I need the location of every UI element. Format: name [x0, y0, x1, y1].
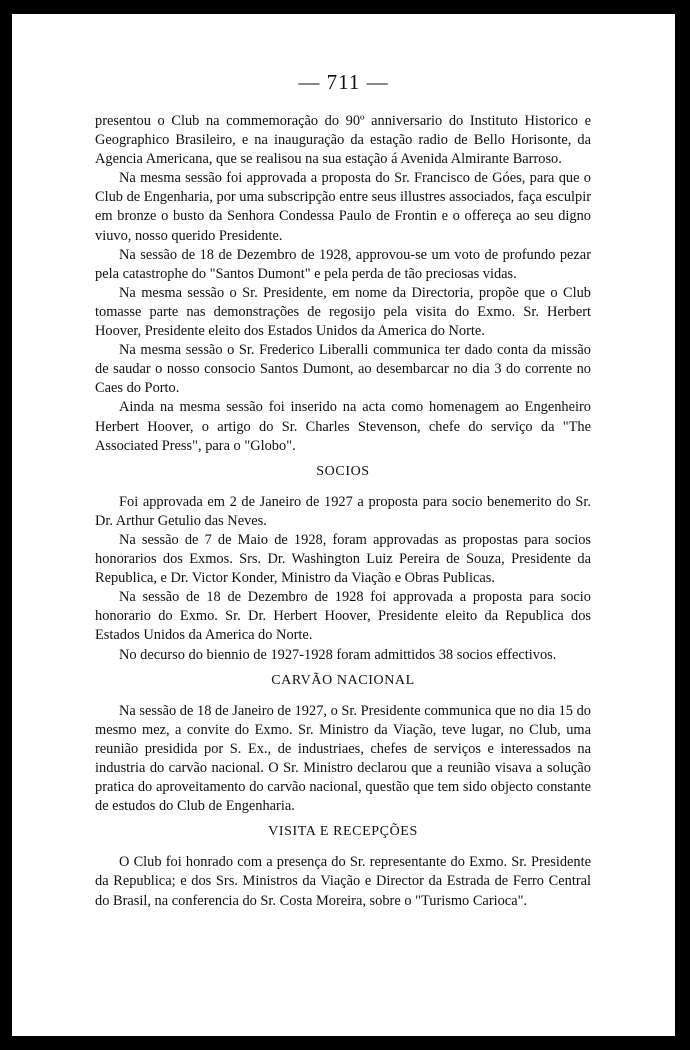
- document-page: [12, 14, 675, 1036]
- paragraph-santos-dumont: Na mesma sessão o Sr. Frederico Liberalli communica ter dado conta da missão de saudar o nosso consocio Santos Dumont, ao desembarcar no dia 3 do corrente no Caes do Porto.: [95, 342, 591, 397]
- paragraph-homenagem: Ainda na mesma sessão foi inserido na acta como homenagem ao Engenheiro Herbert Hoover, o artigo do Sr. Charles Stevenson, chefe do serviço da "The Associated Press", para o "Globo".: [95, 399, 591, 454]
- section-heading-carvao: CARVÃO NACIONAL: [271, 672, 415, 688]
- paragraph-voto-pezar: Na sessão de 18 de Dezembro de 1928, approvou-se um voto de profundo pezar pela catastrophe do "Santos Dumont" e pela perda de tão preciosas vidas.: [95, 246, 591, 282]
- intro-paragraph: presentou o Club na commemoração do 90º anniversario do Instituto Historico e Geographico Brasileiro, e na inauguração da estação radio de Bello Horisonte, da Agencia Americana, que se realisou na sua estação á Avenida Almirante Barroso.: [95, 113, 591, 168]
- paragraph-socios-effectivos: No decurso do biennio de 1927-1928 foram admittidos 38 socios effectivos.: [119, 646, 557, 663]
- paragraph-busto: Na mesma sessão foi approvada a proposta do Sr. Francisco de Góes, para que o Club de Engenharia, por uma subscripção entre seus illustres associados, faça esculpir em bronze o busto da Senhora Condessa Paulo de Frontin e o offereça ao seu digno viuvo, nosso querido Presidente.: [95, 170, 591, 244]
- section-heading-visita: VISITA E RECEPÇÕES: [268, 824, 418, 840]
- paragraph-visita: O Club foi honrado com a presença do Sr. representante do Exmo. Sr. Presidente da Republica; e dos Srs. Ministros da Viação e Director da Estrada de Ferro Central do Brasil, na conferencia do Sr. Costa Moreira, sobre o "Turismo Carioca".: [95, 854, 591, 909]
- paragraph-visita-hoover: Na mesma sessão o Sr. Presidente, em nome da Directoria, propõe que o Club tomasse parte nas demonstrações de regosijo pela visita do Exmo. Sr. Herbert Hoover, Presidente eleito dos Estados Unidos da America do Norte.: [95, 284, 591, 340]
- paragraph-socios-honorarios: Na sessão de 7 de Maio de 1928, foram approvadas as propostas para socios honorarios dos Exmos. Srs. Dr. Washington Luiz Pereira de Souza, Presidente da Republica, e Dr. Victor Konder, Ministro da Viação e Obras Publicas.: [95, 531, 591, 587]
- paragraph-socio-hoover: Na sessão de 18 de Dezembro de 1928 foi approvada a proposta para socio honorario do Exmo. Sr. Dr. Herbert Hoover, Presidente eleito da Republica dos Estados Unidos da America do Norte.: [95, 589, 591, 644]
- paragraph-socio-benemerito: Foi approvada em 2 de Janeiro de 1927 a proposta para socio benemerito do Sr. Dr. Arthur Getulio das Neves.: [95, 493, 591, 529]
- paragraph-carvao: Na sessão de 18 de Janeiro de 1927, o Sr. Presidente communica que no dia 15 do mesmo mez, a convite do Exmo. Sr. Ministro da Viação, teve lugar, no Club, uma reunião presidida por S. Ex., de industriaes, chefes de serviços e interessados na industria do carvão nacional. O Sr. Ministro declarou que a reunião visava a solução pratica do aproveitamento do carvão nacional, questão que tem sido objecto constante de estudos do Club de Engenharia.: [95, 702, 591, 815]
- section-heading-socios: SOCIOS: [316, 463, 370, 479]
- page-body: [95, 112, 591, 911]
- page-number: — 711 —: [298, 70, 389, 94]
